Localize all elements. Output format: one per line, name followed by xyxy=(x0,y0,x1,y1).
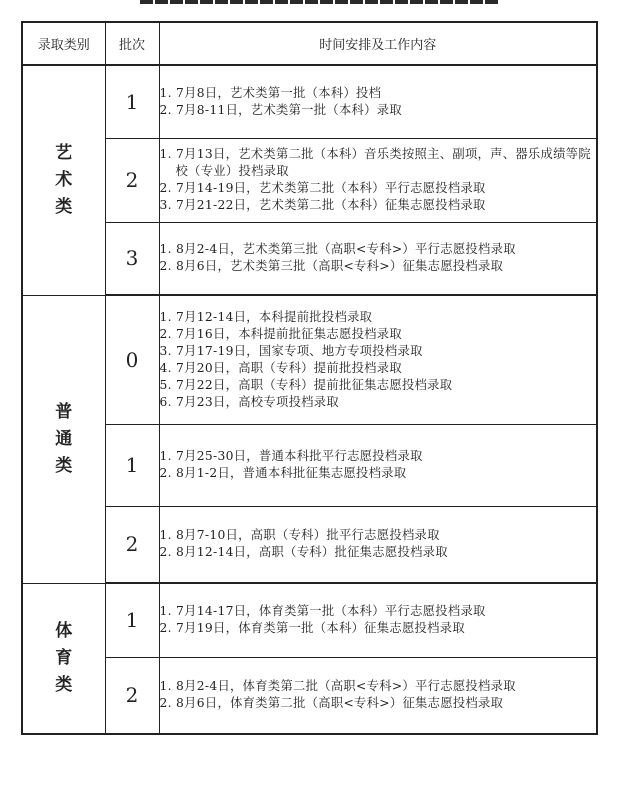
batch-number: 2 xyxy=(105,138,159,222)
schedule-content xyxy=(159,138,597,222)
batch-number: 1 xyxy=(105,65,159,138)
batch-number: 3 xyxy=(105,222,159,295)
category-char: 类 xyxy=(55,455,73,476)
batch-number: 0 xyxy=(105,295,159,424)
schedule-item: 2. 7月16日，本科提前批征集志愿投档录取 xyxy=(159,326,402,341)
schedule-item: 2. 7月19日，体育类第一批（本科）征集志愿投档录取 xyxy=(159,621,465,636)
category-char: 类 xyxy=(55,674,73,695)
schedule-content xyxy=(159,424,597,506)
schedule-item: 1. 8月7-10日，高职（专科）批平行志愿投档录取 xyxy=(159,528,440,543)
schedule-content xyxy=(159,583,597,657)
category-char: 普 xyxy=(55,401,73,422)
header-content: 时间安排及工作内容 xyxy=(159,22,597,65)
table-row xyxy=(22,295,597,424)
schedule-item: 4. 7月20日，高职（专科）提前批投档录取 xyxy=(159,360,402,375)
header-batch: 批次 xyxy=(105,22,159,65)
category-cell xyxy=(22,65,105,295)
schedule-item: 2. 8月12-14日，高职（专科）批征集志愿投档录取 xyxy=(159,545,448,560)
schedule-item: 6. 7月23日，高校专项投档录取 xyxy=(159,394,339,409)
schedule-item: 2. 8月1-2日，普通本科批征集志愿投档录取 xyxy=(159,466,407,480)
schedule-item: 2. 8月6日，艺术类第三批（高职<专科>）征集志愿投档录取 xyxy=(159,259,504,274)
table-row xyxy=(22,583,597,657)
batch-number: 1 xyxy=(105,583,159,657)
batch-number: 2 xyxy=(105,506,159,583)
schedule-item: 1. 7月12-14日，本科提前批投档录取 xyxy=(159,309,373,324)
schedule-item: 5. 7月22日，高职（专科）提前批征集志愿投档录取 xyxy=(159,377,453,392)
schedule-content xyxy=(159,657,597,734)
schedule-item: 2. 7月14-19日，艺术类第二批（本科）平行志愿投档录取 xyxy=(159,181,486,195)
schedule-item: 1. 7月25-30日，普通本科批平行志愿投档录取 xyxy=(159,449,423,463)
category-char: 类 xyxy=(55,196,73,217)
category-char: 通 xyxy=(55,428,73,449)
batch-number: 1 xyxy=(105,424,159,506)
table-row xyxy=(22,424,597,506)
table-body xyxy=(22,65,597,734)
schedule-item: 2. 7月8-11日，艺术类第一批（本科）录取 xyxy=(159,102,402,117)
table-row xyxy=(22,138,597,222)
schedule-item: 1. 7月14-17日，体育类第一批（本科）平行志愿投档录取 xyxy=(159,604,486,619)
schedule-item: 1. 8月2-4日，艺术类第三批（高职<专科>）平行志愿投档录取 xyxy=(159,242,516,257)
schedule-item: 3. 7月17-19日，国家专项、地方专项投档录取 xyxy=(159,343,423,358)
category-char: 术 xyxy=(55,169,73,190)
schedule-item: 3. 7月21-22日，艺术类第二批（本科）征集志愿投档录取 xyxy=(159,198,486,212)
table-row xyxy=(22,506,597,583)
schedule-item: 1. 7月13日，艺术类第二批（本科）音乐类按照主、副项，声、器乐成绩等院校（专业）投档录取 xyxy=(159,147,591,178)
schedule-content xyxy=(159,222,597,295)
schedule-item: 1. 8月2-4日，体育类第二批（高职<专科>）平行志愿投档录取 xyxy=(159,679,516,694)
table-header-row xyxy=(22,22,597,65)
table-row xyxy=(22,65,597,138)
schedule-content xyxy=(159,506,597,583)
schedule-item: 1. 7月8日，艺术类第一批（本科）投档 xyxy=(159,85,382,100)
schedule-content xyxy=(159,65,597,138)
cropped-title-strip xyxy=(0,0,635,8)
category-char: 体 xyxy=(55,620,73,641)
admission-schedule-table xyxy=(21,21,598,735)
header-category: 录取类别 xyxy=(22,22,105,65)
category-cell xyxy=(22,295,105,583)
batch-number: 2 xyxy=(105,657,159,734)
category-cell xyxy=(22,583,105,734)
category-char: 艺 xyxy=(55,142,73,163)
table-row xyxy=(22,222,597,295)
table-row xyxy=(22,657,597,734)
schedule-item: 2. 8月6日，体育类第二批（高职<专科>）征集志愿投档录取 xyxy=(159,696,504,711)
schedule-content xyxy=(159,295,597,424)
category-char: 育 xyxy=(55,647,73,668)
